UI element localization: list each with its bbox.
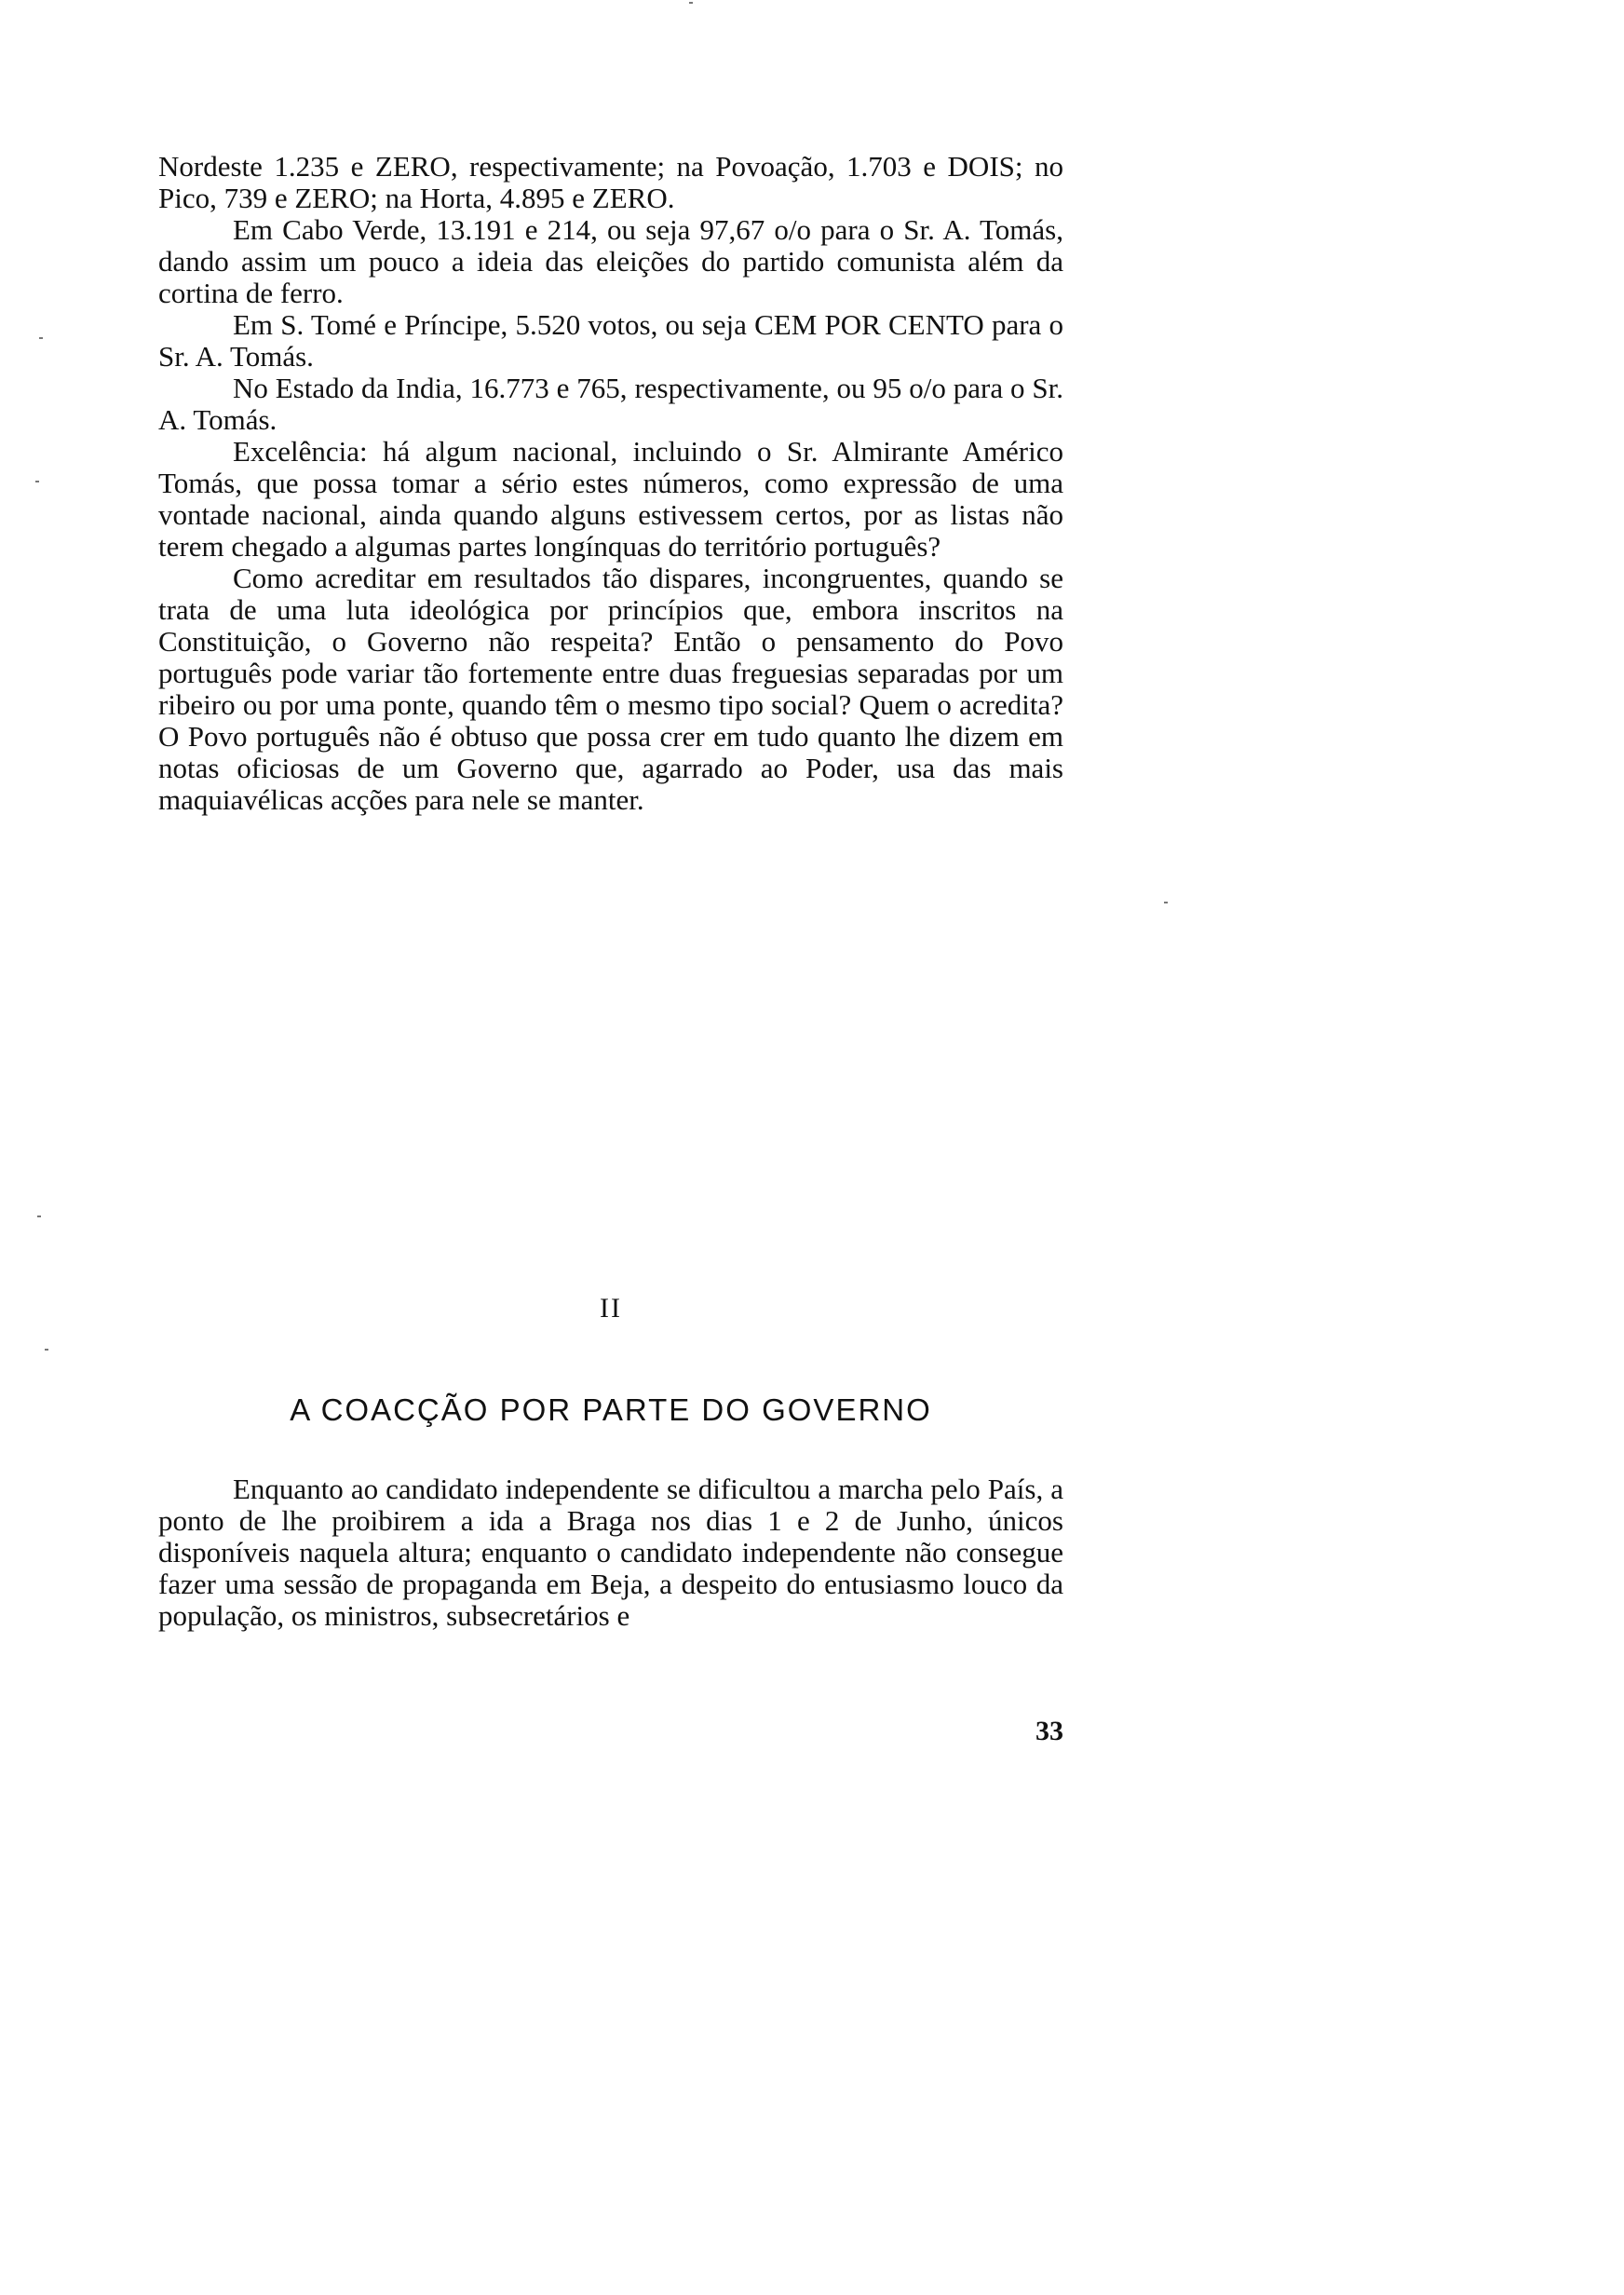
scan-speck [689, 2, 693, 4]
scan-speck [1164, 902, 1168, 903]
scan-speck [35, 481, 39, 482]
paragraph: No Estado da India, 16.773 e 765, respectivamente, ou 95 o/o para o Sr. A. Tomás. [158, 372, 1063, 436]
scan-speck [37, 1215, 41, 1217]
scan-speck [45, 1349, 48, 1351]
top-text-block [158, 151, 1063, 816]
section-number: II [600, 1293, 622, 1324]
bottom-text-block [158, 1473, 1063, 1632]
paragraph: Excelência: há algum nacional, incluindo o Sr. Almirante Américo Tomás, que possa tomar a sério estes números, como expressão de uma vontade nacional, ainda quando alguns estivessem certos, por as listas não terem chegado a algumas partes longínquas do território português? [158, 435, 1063, 563]
section-title: A COACÇÃO POR PARTE DO GOVERNO [290, 1392, 932, 1428]
book-page [158, 140, 1063, 2189]
scan-speck [39, 337, 43, 339]
paragraph: Enquanto ao candidato independente se dificultou a marcha pelo País, a ponto de lhe proibirem a ida a Braga nos dias 1 e 2 de Junho, únicos disponíveis naquela altura; enquanto o candidato independente não consegue fazer uma sessão de propaganda em Beja, a despeito do entusiasmo louco da população, os ministros, subsecretários e [158, 1473, 1063, 1632]
paragraph: Como acreditar em resultados tão dispares, incongruentes, quando se trata de uma luta ideológica por princípios que, embora inscritos na Constituição, o Governo não respeita? Então o pensamento do Povo português pode variar tão fortemente entre duas freguesias separadas por um ribeiro ou por uma ponte, quando têm o mesmo tipo social? Quem o acredita? O Povo português não é obtuso que possa crer em tudo quanto lhe dizem em notas oficiosas de um Governo que, agarrado ao Poder, usa das mais maquiavélicas acções para nele se manter. [158, 562, 1063, 816]
page-number: 33 [1035, 1716, 1063, 1746]
paragraph: Em Cabo Verde, 13.191 e 214, ou seja 97,67 o/o para o Sr. A. Tomás, dando assim um pouco a ideia das eleições do partido comunista além da cortina de ferro. [158, 213, 1063, 309]
paragraph: Em S. Tomé e Príncipe, 5.520 votos, ou seja CEM POR CENTO para o Sr. A. Tomás. [158, 308, 1063, 373]
paragraph: Nordeste 1.235 e ZERO, respectivamente; na Povoação, 1.703 e DOIS; no Pico, 739 e ZERO; na Horta, 4.895 e ZERO. [158, 150, 1063, 214]
